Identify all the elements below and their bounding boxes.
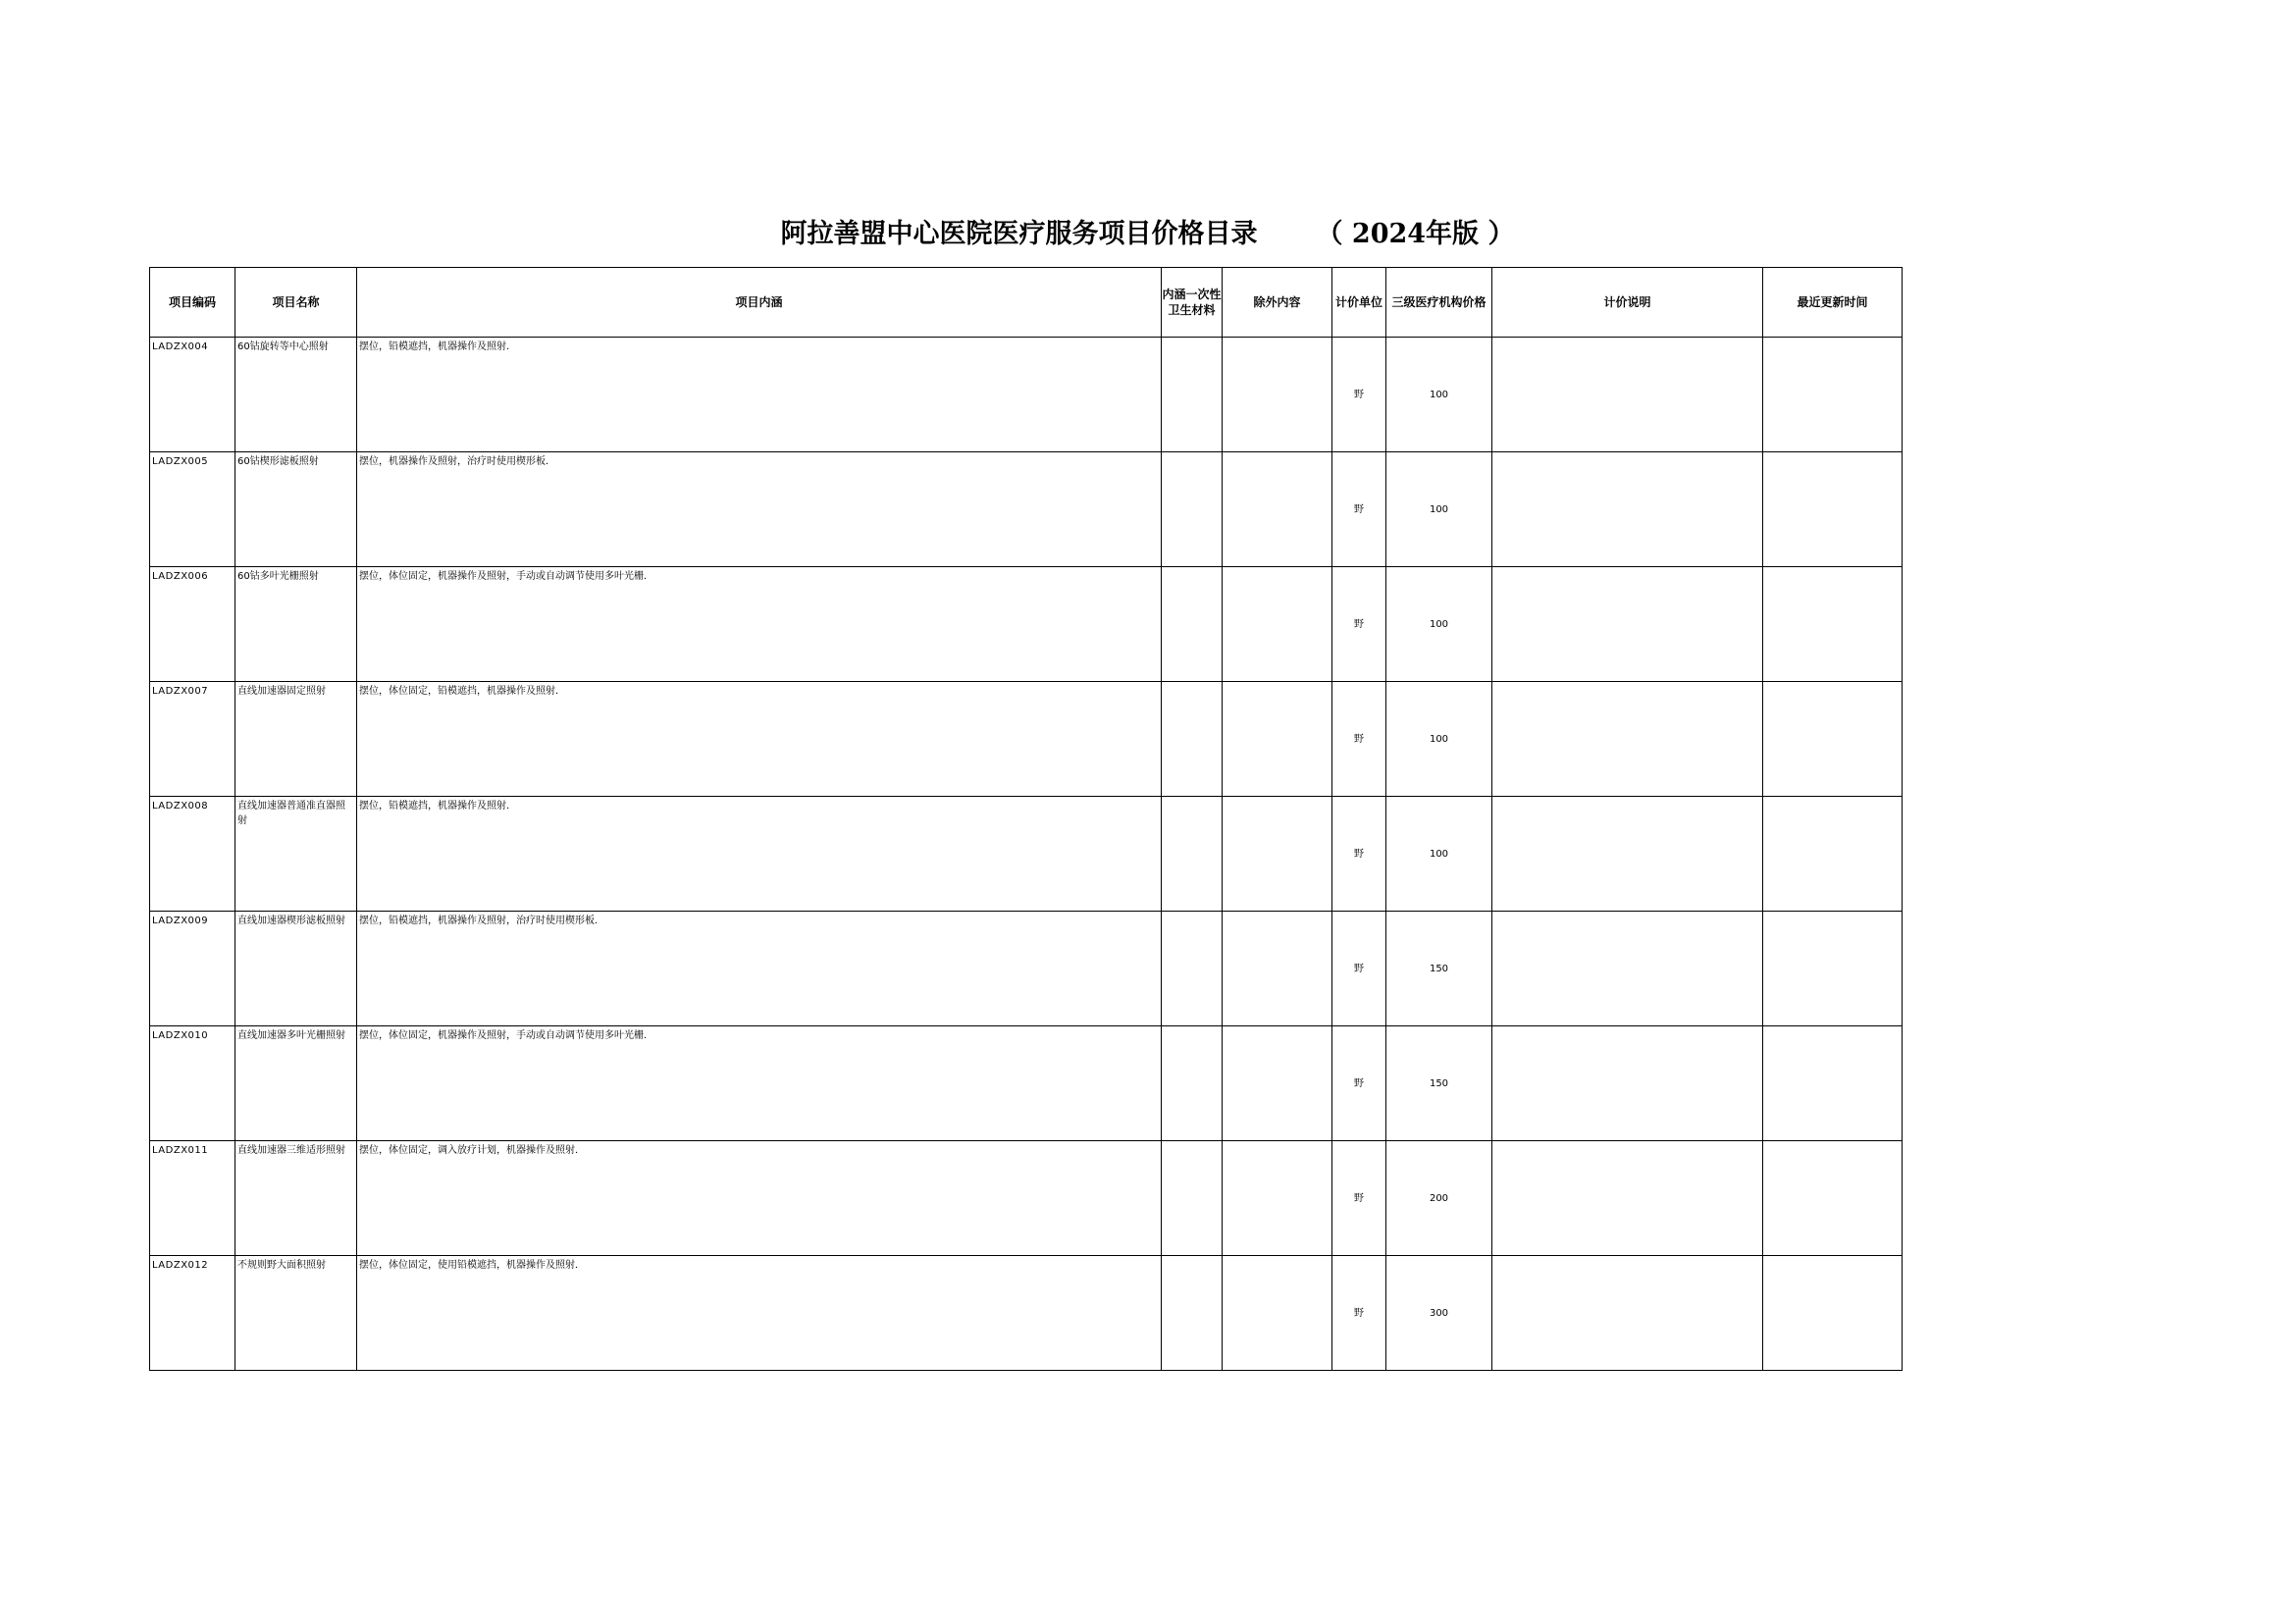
- cell-consumables: [1162, 567, 1223, 682]
- cell-price: 100: [1386, 682, 1492, 797]
- cell-exclusions: [1223, 1256, 1332, 1371]
- cell-content: 摆位，铅模遮挡，机器操作及照射．: [357, 797, 1162, 912]
- cell-name: 60钴多叶光栅照射: [235, 567, 357, 682]
- cell-consumables: [1162, 452, 1223, 567]
- cell-updated: [1763, 338, 1903, 452]
- cell-pricing-notes: [1492, 452, 1763, 567]
- cell-content: 摆位，体位固定，调入放疗计划，机器操作及照射．: [357, 1141, 1162, 1256]
- table-row: [150, 682, 1903, 797]
- cell-content: 摆位，体位固定，机器操作及照射，手动或自动调节使用多叶光栅．: [357, 1026, 1162, 1141]
- table-row: [150, 338, 1903, 452]
- cell-consumables: [1162, 797, 1223, 912]
- cell-price: 150: [1386, 1026, 1492, 1141]
- cell-code: LADZX010: [150, 1026, 235, 1141]
- cell-pricing-notes: [1492, 1141, 1763, 1256]
- cell-name: 60钴旋转等中心照射: [235, 338, 357, 452]
- cell-name: 直线加速器楔形滤板照射: [235, 912, 357, 1026]
- cell-pricing-notes: [1492, 797, 1763, 912]
- header-updated: 最近更新时间: [1763, 268, 1903, 338]
- cell-content: 摆位，体位固定，机器操作及照射，手动或自动调节使用多叶光栅．: [357, 567, 1162, 682]
- cell-pricing-notes: [1492, 1256, 1763, 1371]
- cell-price: 100: [1386, 567, 1492, 682]
- header-pricing-notes: 计价说明: [1492, 268, 1763, 338]
- cell-updated: [1763, 682, 1903, 797]
- cell-code: LADZX011: [150, 1141, 235, 1256]
- cell-pricing-notes: [1492, 338, 1763, 452]
- header-price: 三级医疗机构价格: [1386, 268, 1492, 338]
- cell-consumables: [1162, 912, 1223, 1026]
- cell-code: LADZX007: [150, 682, 235, 797]
- header-exclusions: 除外内容: [1223, 268, 1332, 338]
- table-row: [150, 1141, 1903, 1256]
- cell-unit: 野: [1332, 797, 1386, 912]
- cell-unit: 野: [1332, 1026, 1386, 1141]
- cell-price: 100: [1386, 338, 1492, 452]
- header-code: 项目编码: [150, 268, 235, 338]
- cell-pricing-notes: [1492, 682, 1763, 797]
- header-name: 项目名称: [235, 268, 357, 338]
- cell-updated: [1763, 452, 1903, 567]
- cell-consumables: [1162, 682, 1223, 797]
- cell-code: LADZX008: [150, 797, 235, 912]
- title-text: 阿拉善盟中心医院医疗服务项目价格目录: [780, 219, 1258, 249]
- table-row: [150, 567, 1903, 682]
- cell-pricing-notes: [1492, 1026, 1763, 1141]
- header-content: 项目内涵: [357, 268, 1162, 338]
- table-row: [150, 1026, 1903, 1141]
- cell-consumables: [1162, 1026, 1223, 1141]
- cell-name: 60钴楔形滤板照射: [235, 452, 357, 567]
- cell-exclusions: [1223, 1026, 1332, 1141]
- price-table: [149, 267, 1903, 1371]
- cell-exclusions: [1223, 912, 1332, 1026]
- cell-name: 直线加速器多叶光栅照射: [235, 1026, 357, 1141]
- cell-exclusions: [1223, 452, 1332, 567]
- cell-unit: 野: [1332, 1256, 1386, 1371]
- cell-exclusions: [1223, 1141, 1332, 1256]
- cell-exclusions: [1223, 567, 1332, 682]
- cell-price: 150: [1386, 912, 1492, 1026]
- cell-unit: 野: [1332, 912, 1386, 1026]
- cell-code: LADZX004: [150, 338, 235, 452]
- cell-price: 300: [1386, 1256, 1492, 1371]
- table-row: [150, 452, 1903, 567]
- cell-name: 不规则野大面积照射: [235, 1256, 357, 1371]
- cell-content: 摆位，铅模遮挡，机器操作及照射，治疗时使用楔形板．: [357, 912, 1162, 1026]
- cell-code: LADZX005: [150, 452, 235, 567]
- cell-updated: [1763, 797, 1903, 912]
- cell-consumables: [1162, 1141, 1223, 1256]
- cell-updated: [1763, 1141, 1903, 1256]
- table-row: [150, 797, 1903, 912]
- table-row: [150, 912, 1903, 1026]
- cell-name: 直线加速器三维适形照射: [235, 1141, 357, 1256]
- cell-updated: [1763, 567, 1903, 682]
- cell-content: 摆位，铅模遮挡，机器操作及照射．: [357, 338, 1162, 452]
- cell-consumables: [1162, 1256, 1223, 1371]
- cell-name: 直线加速器固定照射: [235, 682, 357, 797]
- header-row: [150, 268, 1903, 338]
- cell-exclusions: [1223, 682, 1332, 797]
- cell-name: 直线加速器普通准直器照射: [235, 797, 357, 912]
- cell-code: LADZX012: [150, 1256, 235, 1371]
- cell-content: 摆位，机器操作及照射，治疗时使用楔形板．: [357, 452, 1162, 567]
- cell-code: LADZX006: [150, 567, 235, 682]
- cell-price: 100: [1386, 452, 1492, 567]
- cell-pricing-notes: [1492, 567, 1763, 682]
- header-unit: 计价单位: [1332, 268, 1386, 338]
- page-title: [0, 212, 2295, 250]
- cell-updated: [1763, 1026, 1903, 1141]
- cell-unit: 野: [1332, 452, 1386, 567]
- title-edition: （ 2024年版 ）: [1316, 219, 1515, 249]
- cell-pricing-notes: [1492, 912, 1763, 1026]
- cell-updated: [1763, 912, 1903, 1026]
- header-consumables: 内涵一次性卫生材料: [1162, 268, 1223, 338]
- cell-code: LADZX009: [150, 912, 235, 1026]
- table-row: [150, 1256, 1903, 1371]
- cell-unit: 野: [1332, 567, 1386, 682]
- cell-exclusions: [1223, 338, 1332, 452]
- cell-unit: 野: [1332, 682, 1386, 797]
- cell-unit: 野: [1332, 338, 1386, 452]
- cell-content: 摆位，体位固定，使用铅模遮挡，机器操作及照射．: [357, 1256, 1162, 1371]
- cell-price: 200: [1386, 1141, 1492, 1256]
- cell-unit: 野: [1332, 1141, 1386, 1256]
- cell-updated: [1763, 1256, 1903, 1371]
- cell-content: 摆位，体位固定，铅模遮挡，机器操作及照射．: [357, 682, 1162, 797]
- cell-consumables: [1162, 338, 1223, 452]
- cell-price: 100: [1386, 797, 1492, 912]
- cell-exclusions: [1223, 797, 1332, 912]
